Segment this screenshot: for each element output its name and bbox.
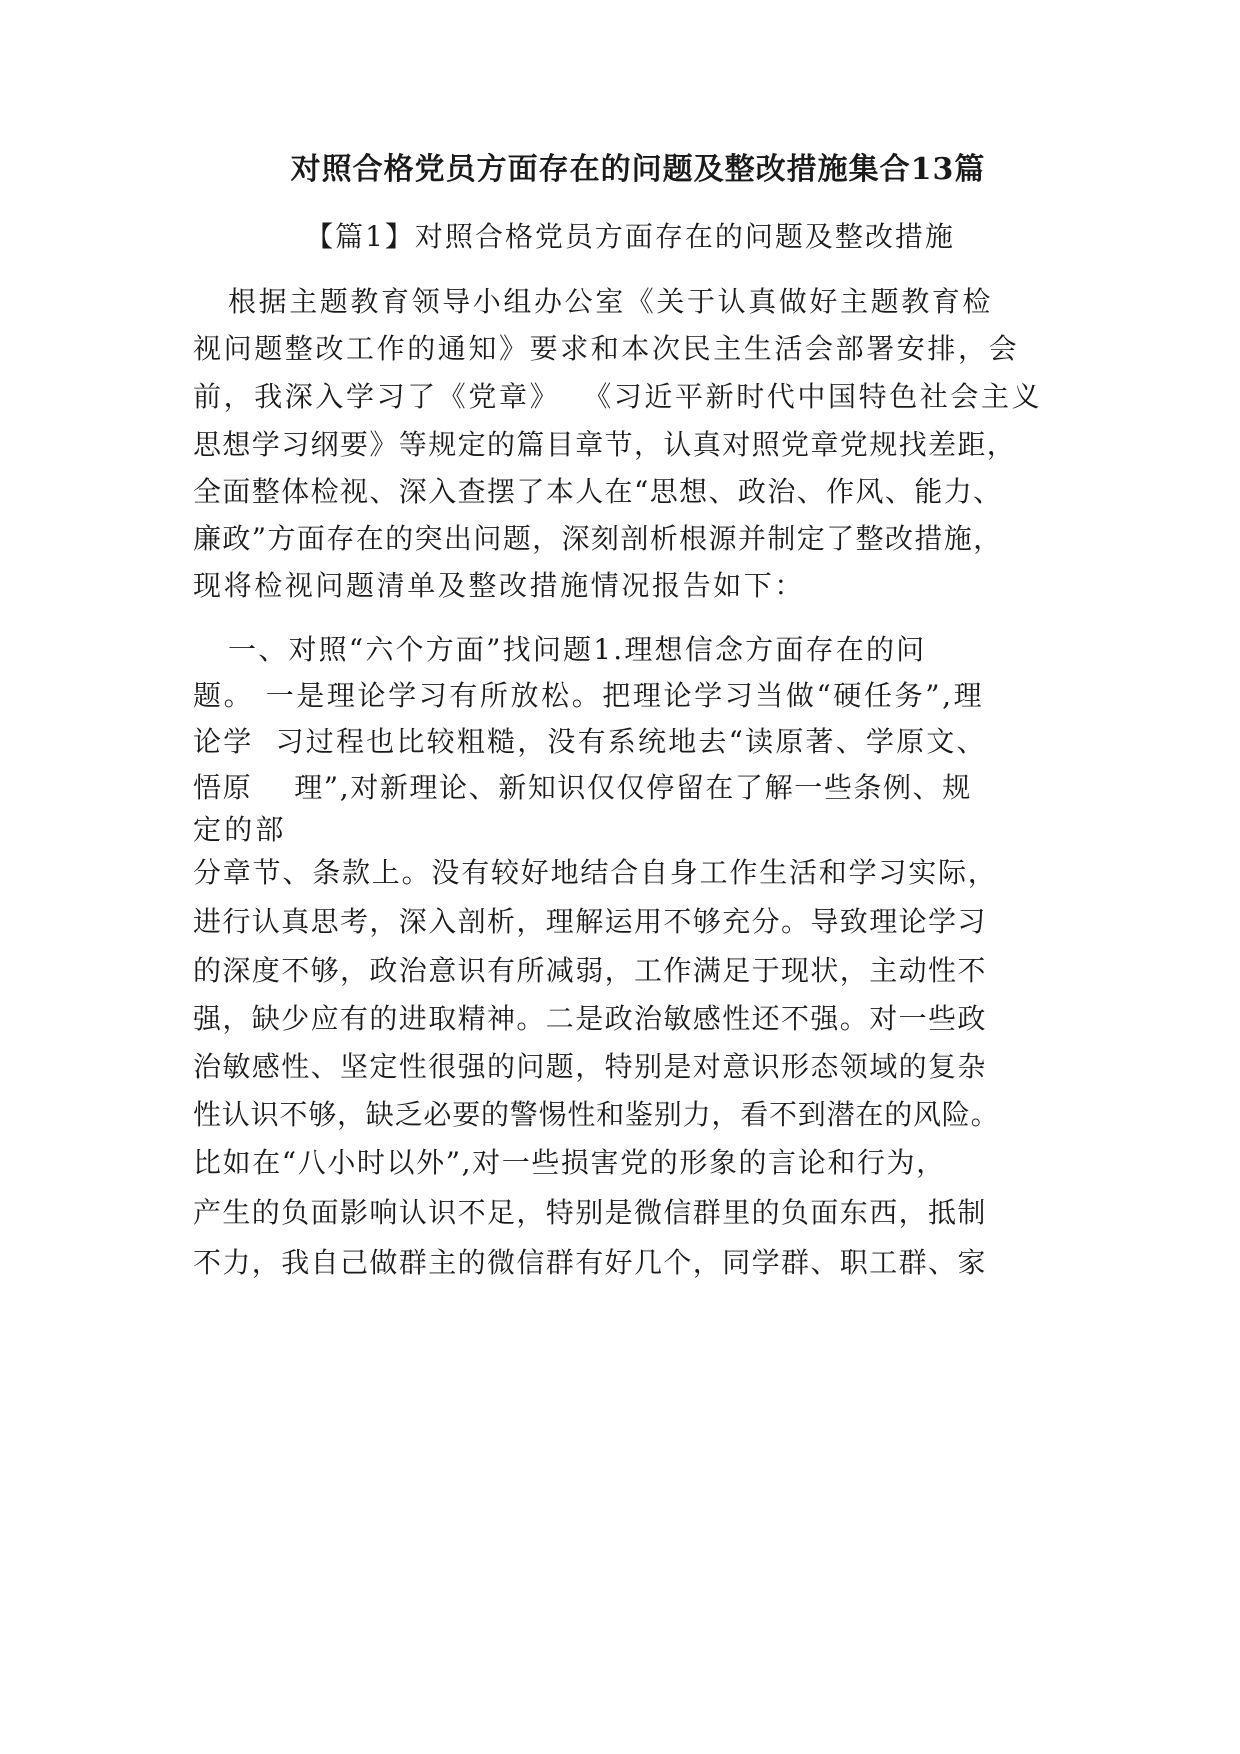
paragraph-line: 思想学习纲要》等规定的篇目章节，认真对照党章党规找差距， bbox=[193, 428, 1017, 461]
paragraph-line: 视问题整改工作的通知》要求和本次民主生活会部署安排，会 bbox=[193, 332, 1020, 365]
paragraph-line: 廉政”方面存在的突出问题，深刻剖析根源并制定了整改措施， bbox=[193, 522, 1003, 555]
paragraph-line: 现将检视问题清单及整改措施情况报告如下： bbox=[193, 569, 806, 602]
paragraph-line: 论学 习过程也比较粗糙，没有系统地去“读原著、学原文、 bbox=[193, 725, 987, 758]
paragraph-line: 根据主题教育领导小组办公室《关于认真做好主题教育检 bbox=[228, 285, 994, 318]
paragraph-line: 产生的负面影响认识不足，特别是微信群里的负面东西，抵制 bbox=[193, 1196, 987, 1229]
paragraph-line: 前，我深入学习了《党章》 《习近平新时代中国特色社会主义 bbox=[193, 380, 1043, 413]
paragraph-line: 性认识不够，缺乏必要的警惕性和鉴别力，看不到潜在的风险。 bbox=[193, 1098, 1000, 1131]
section-heading: 【篇1】对照合格党员方面存在的问题及整改措施 bbox=[305, 220, 955, 253]
paragraph-line: 的深度不够，政治意识有所减弱，工作满足于现状，主动性不 bbox=[193, 954, 987, 987]
paragraph-line: 一、对照“六个方面”找问题1.理想信念方面存在的问 bbox=[228, 633, 927, 666]
paragraph-line: 定的部 bbox=[193, 813, 287, 846]
paragraph-line: 分章节、条款上。没有较好地结合自身工作生活和学习实际， bbox=[193, 856, 998, 889]
paragraph-line: 比如在“八小时以外”,对一些损害党的形象的言论和行为， bbox=[193, 1146, 946, 1179]
paragraph-line: 题。 一是理论学习有所放松。把理论学习当做“硬任务”,理 bbox=[193, 679, 985, 712]
paragraph-line: 全面整体检视、深入查摆了本人在“思想、政治、作风、能力、 bbox=[193, 475, 1003, 508]
paragraph-line: 不力，我自己做群主的微信群有好几个，同学群、职工群、家 bbox=[193, 1246, 987, 1279]
paragraph-line: 进行认真思考，深入剖析，理解运用不够充分。导致理论学习 bbox=[193, 905, 987, 938]
paragraph-line: 强，缺少应有的进取精神。二是政治敏感性还不强。对一些政 bbox=[193, 1002, 987, 1035]
paragraph-line: 悟原 理”,对新理论、新知识仅仅停留在了解一些条例、规 bbox=[193, 771, 972, 804]
document-title: 对照合格党员方面存在的问题及整改措施集合13篇 bbox=[290, 152, 986, 187]
paragraph-line: 治敏感性、坚定性很强的问题，特别是对意识形态领域的复杂 bbox=[193, 1050, 987, 1083]
